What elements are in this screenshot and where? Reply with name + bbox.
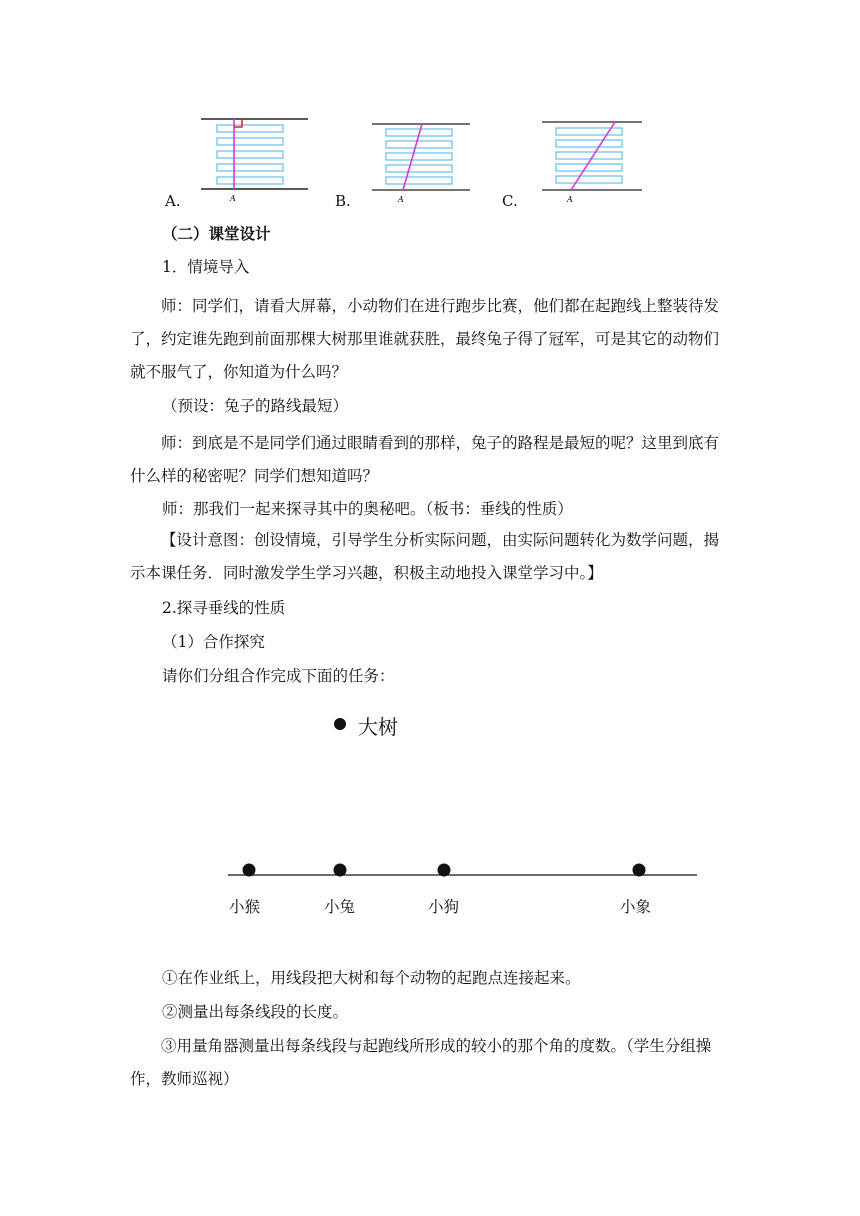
animal-label-monkey: 小猴 <box>229 898 261 916</box>
dog-point <box>438 864 451 877</box>
paragraph-2: 师：到底是不是同学们通过眼睛看到的那样，兔子的路程是最短的呢？这里到底有什么样的秘密呢？同学们想知道吗？ <box>130 434 720 485</box>
tree-label: 大树 <box>358 715 398 739</box>
section-title: （二）课堂设计 <box>162 224 271 243</box>
point-a-label: A <box>567 195 573 204</box>
figure-option-b <box>370 118 472 208</box>
design-intent: 【设计意图：创设情境，引导学生分析实际问题，由实际问题转化为数学问题，揭示本课任务．同时激发学生学习兴趣，积极主动地投入课堂学习中。】 <box>130 531 720 582</box>
animal-label-rabbit: 小兔 <box>324 898 356 916</box>
preset-text: （预设：兔子的路线最短） <box>162 397 349 415</box>
animal-label-elephant: 小象 <box>620 898 652 916</box>
rabbit-point <box>334 864 347 877</box>
paragraph-1: 师：同学们，请看大屏幕，小动物们在进行跑步比赛，他们都在起跑线上整装待发了，约定谁先跑到前面那棵大树那里谁就获胜，最终兔子得了冠军，可是其它的动物们就不服气了，你知道为什么吗？ <box>130 297 720 381</box>
point-a-label: A <box>230 194 236 203</box>
task-2: ②测量出每条线段的长度。 <box>162 1003 349 1021</box>
paragraph-3: 师：那我们一起来探寻其中的奥秘吧。（板书：垂线的性质） <box>162 500 573 518</box>
animal-label-dog: 小狗 <box>428 898 460 916</box>
tree-point <box>334 718 346 730</box>
sub1-title: （1）合作探究 <box>162 633 265 651</box>
elephant-point <box>633 864 646 877</box>
monkey-point <box>243 864 256 877</box>
race-diagram <box>225 710 705 890</box>
option-c-label: C. <box>502 192 518 210</box>
figure-option-a <box>198 115 310 207</box>
task-1: ①在作业纸上，用线段把大树和每个动物的起跑点连接起来。 <box>162 969 581 987</box>
task-3: ③用量角器测量出每条线段与起跑线所形成的较小的那个角的度数。（学生分组操作，教师巡视） <box>130 1037 712 1088</box>
point-a-label: A <box>398 195 404 204</box>
task-intro: 请你们分组合作完成下面的任务： <box>162 667 395 685</box>
step2-title: 2.探寻垂线的性质 <box>162 599 286 617</box>
figure-option-c <box>540 118 644 208</box>
option-a-label: A. <box>165 192 181 210</box>
option-b-label: B. <box>335 192 351 210</box>
step1-title: 1．情境导入 <box>162 258 250 276</box>
